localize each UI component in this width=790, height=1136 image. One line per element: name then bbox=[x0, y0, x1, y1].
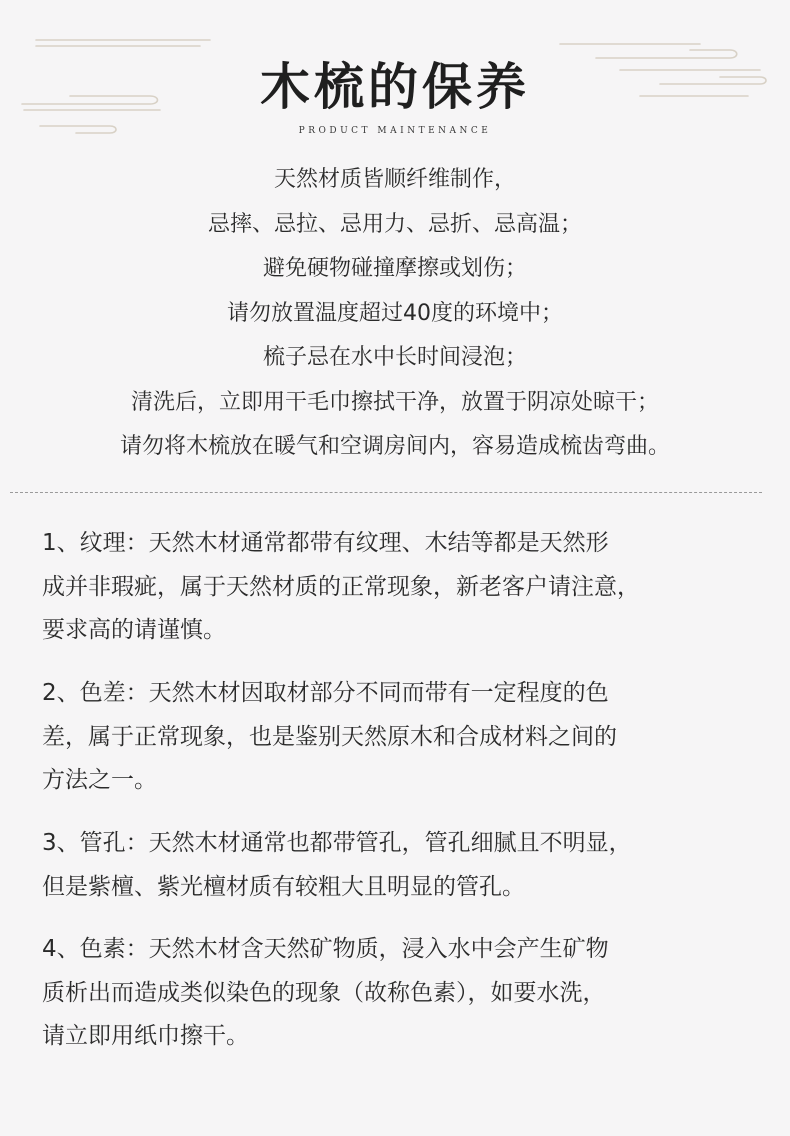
note-line: 2、色差：天然木材因取材部分不同而带有一定程度的色 bbox=[42, 680, 609, 706]
note-line: 差，属于正常现象，也是鉴别天然原木和合成材料之间的 bbox=[42, 723, 617, 750]
note-pores bbox=[42, 822, 632, 909]
instruction-line: 天然材质皆顺纤维制作， bbox=[273, 167, 516, 192]
instruction-line: 清洗后，立即用干毛巾擦拭干净，放置于阴凉处晾干； bbox=[130, 389, 659, 415]
page-title: 木梳的保养 bbox=[260, 58, 530, 116]
instruction-line: 请勿放置温度超过40度的环境中； bbox=[227, 300, 563, 326]
note-line: 要求高的请谨慎。 bbox=[42, 617, 226, 643]
note-line: 1、纹理：天然木材通常都带有纹理、木结等都是天然形 bbox=[42, 530, 609, 556]
note-color-difference bbox=[42, 672, 617, 803]
note-texture bbox=[42, 522, 640, 653]
note-line: 但是紫檀、紫光檀材质有较粗大且明显的管孔。 bbox=[42, 873, 525, 900]
note-line: 请立即用纸巾擦干。 bbox=[42, 1023, 249, 1049]
instruction-line: 避免硬物碰撞摩擦或划伤； bbox=[262, 256, 527, 281]
note-line: 质析出而造成类似染色的现象（故称色素），如要水洗， bbox=[42, 979, 606, 1006]
page-subtitle: PRODUCT MAINTENANCE bbox=[298, 126, 492, 136]
instruction-line: 忌摔、忌拉、忌用力、忌折、忌高温； bbox=[207, 211, 582, 237]
note-line: 4、色素：天然木材含天然矿物质，浸入水中会产生矿物 bbox=[42, 936, 609, 962]
instruction-line: 请勿将木梳放在暖气和空调房间内，容易造成梳齿弯曲。 bbox=[119, 434, 670, 459]
instruction-line: 梳子忌在水中长时间浸泡； bbox=[262, 345, 527, 370]
note-pigment bbox=[42, 928, 609, 1059]
note-line: 3、管孔：天然木材通常也都带管孔，管孔细腻且不明显， bbox=[42, 830, 632, 856]
note-line: 成并非瑕疵，属于天然材质的正常现象，新老客户请注意， bbox=[42, 573, 640, 600]
dashed-divider bbox=[10, 492, 762, 493]
note-line: 方法之一。 bbox=[42, 767, 157, 793]
care-instructions-list bbox=[0, 158, 790, 470]
